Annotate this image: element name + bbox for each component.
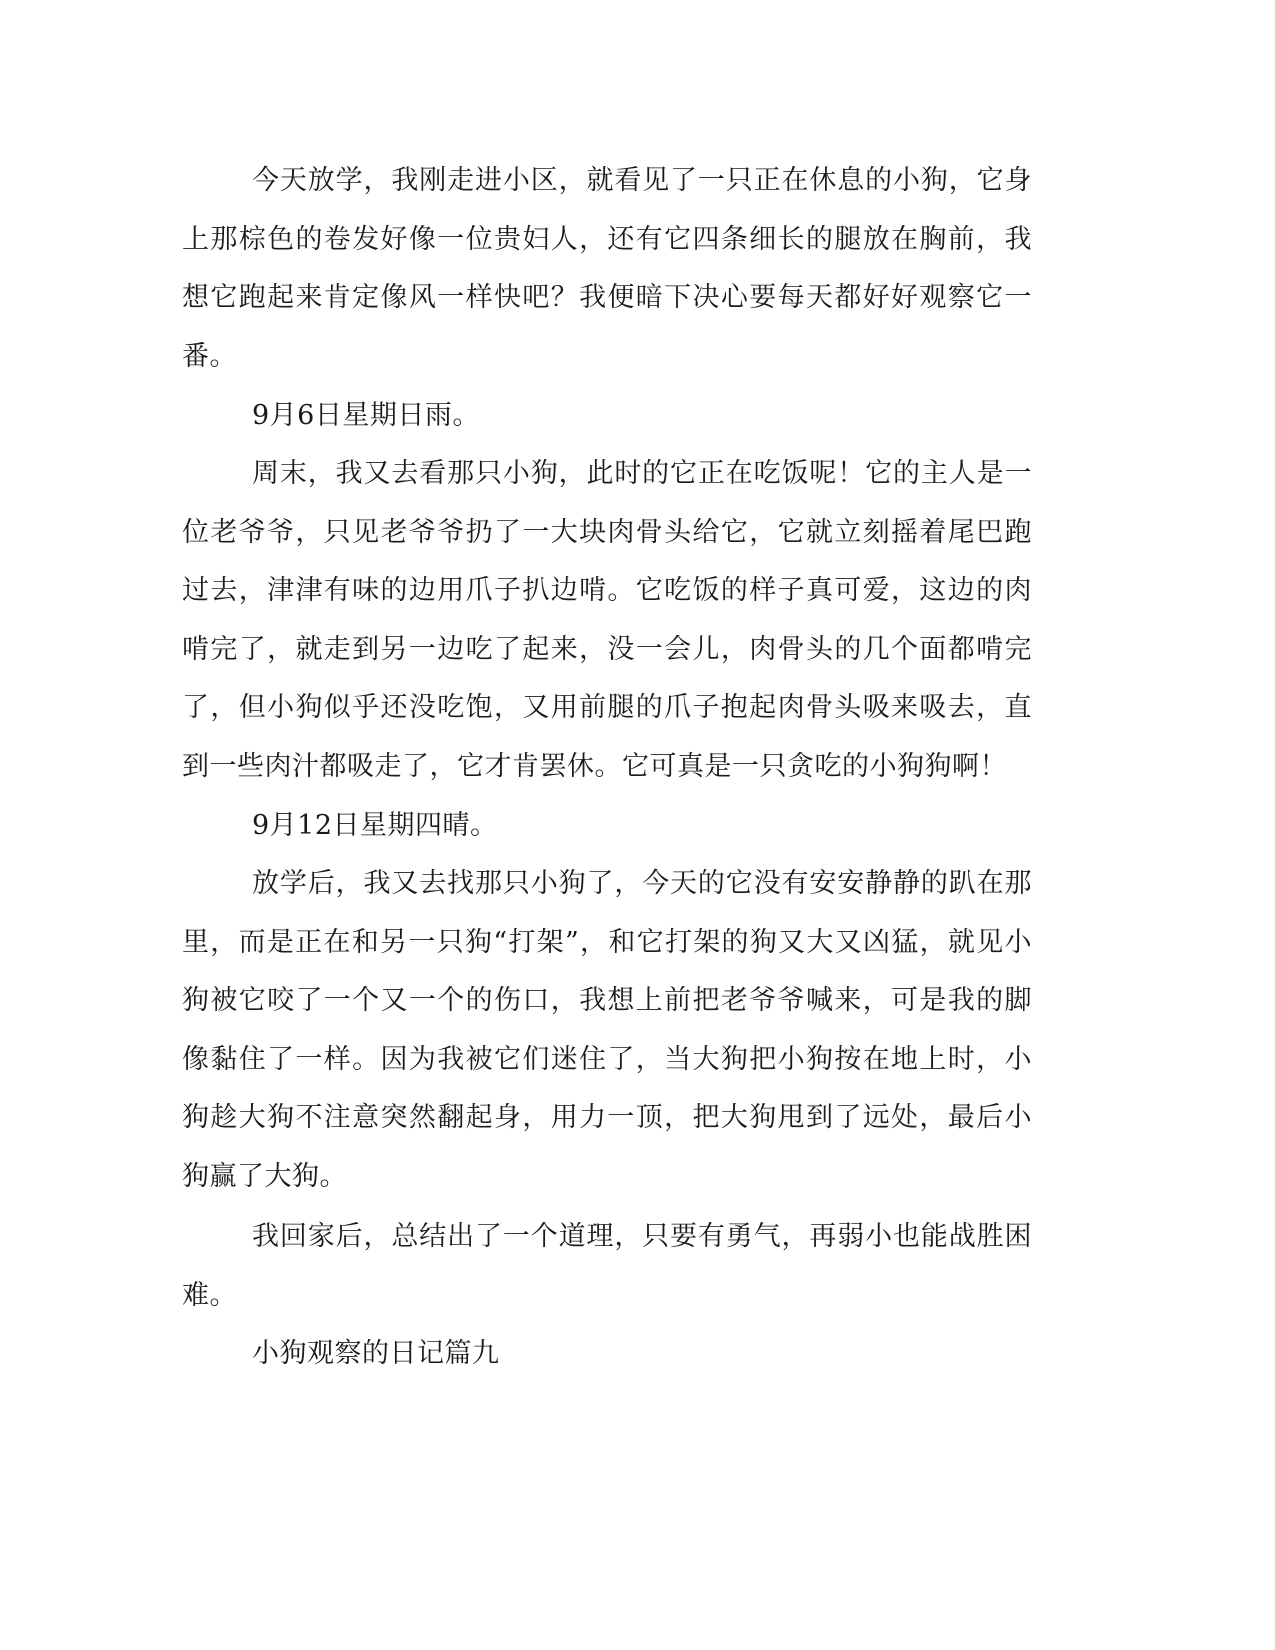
paragraph-intro: 今天放学，我刚走进小区，就看见了一只正在休息的小狗，它身上那棕色的卷发好像一位贵妇人，还有它四条细长的腿放在胸前，我想它跑起来肯定像风一样快吧？我便暗下决心要每天都好好观察它一番。: [182, 165, 1032, 372]
section-heading: 小狗观察的日记篇九: [252, 1338, 500, 1369]
paragraph-lesson: 我回家后，总结出了一个道理，只要有勇气，再弱小也能战胜困难。: [182, 1221, 1032, 1311]
date-line-sept-6: 9月6日星期日雨。: [252, 400, 480, 431]
paragraph-dog-fight: 放学后，我又去找那只小狗了，今天的它没有安安静静的趴在那里，而是正在和另一只狗“打架”，和它打架的狗又大又凶猛，就见小狗被它咬了一个又一个的伤口，我想上前把老爷爷喊来，可是我的脚像黏住了一样。因为我被它们迷住了，当大狗把小狗按在地上时，小狗趁大狗不注意突然翻起身，用力一顶，把大狗甩到了远处，最后小狗赢了大狗。: [182, 868, 1032, 1192]
date-line-sept-12: 9月12日星期四晴。: [252, 810, 498, 841]
paragraph-weekend-meal: 周末，我又去看那只小狗，此时的它正在吃饭呢！它的主人是一位老爷爷，只见老爷爷扔了一大块肉骨头给它，它就立刻摇着尾巴跑过去，津津有味的边用爪子扒边啃。它吃饭的样子真可爱，这边的肉啃完了，就走到另一边吃了起来，没一会儿，肉骨头的几个面都啃完了，但小狗似乎还没吃饱，又用前腿的爪子抱起肉骨头吸来吸去，直到一些肉汁都吸走了，它才肯罢休。它可真是一只贪吃的小狗狗啊！: [182, 458, 1032, 782]
